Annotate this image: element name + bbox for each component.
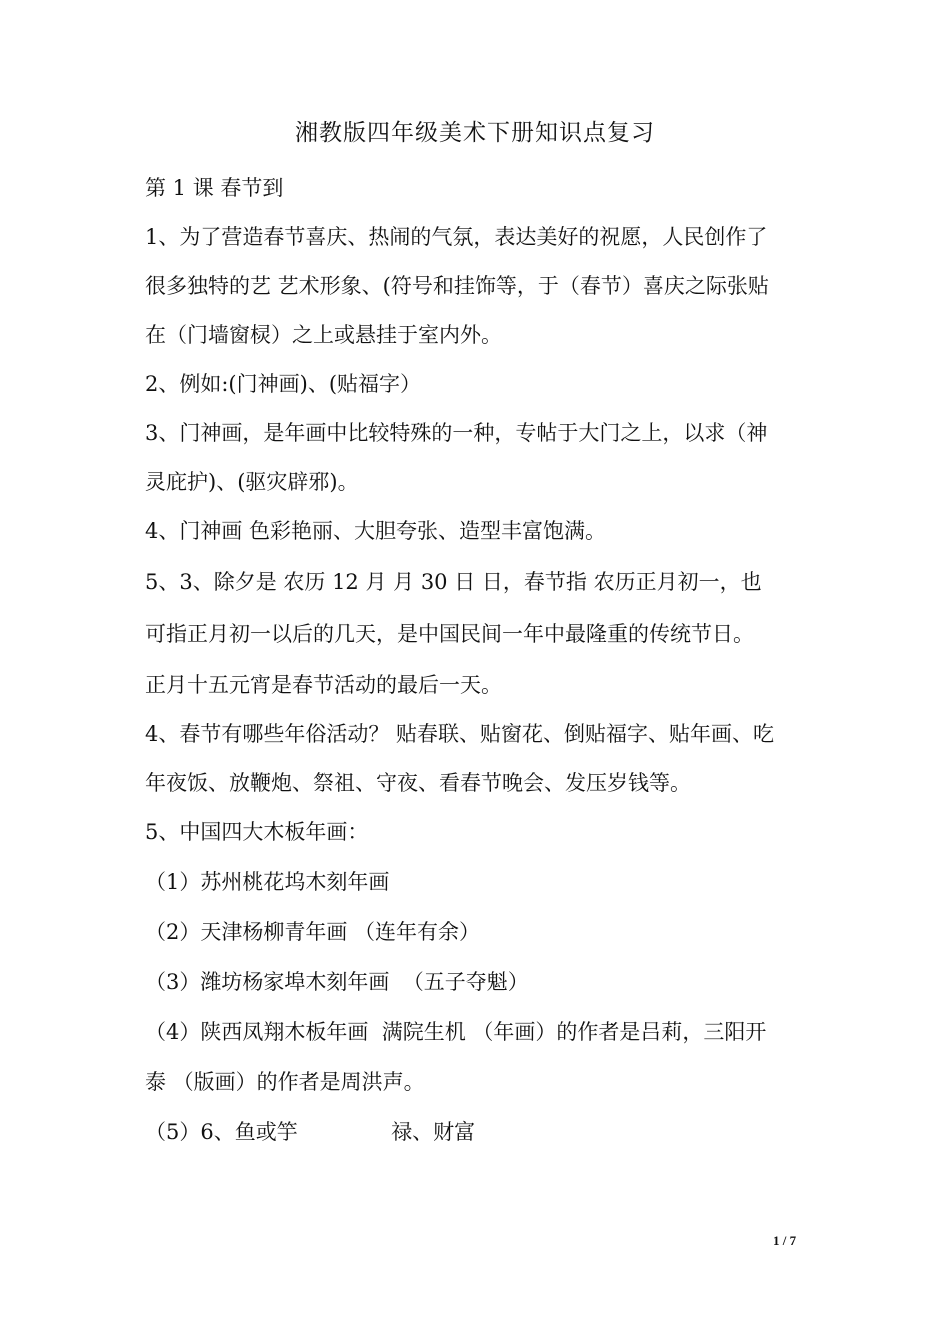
paragraph-line: 4、春节有哪些年俗活动？ 贴春联、贴窗花、倒贴福字、贴年画、吃 <box>145 722 775 746</box>
paragraph-line: 很多独特的艺 艺术形象、(符号和挂饰等，于（春节）喜庆之际张贴 <box>145 274 769 298</box>
page-number: 1 / 7 <box>773 1233 797 1248</box>
paragraph-line: 2、例如:(门神画)、(贴福字） <box>145 372 422 396</box>
list-item: （1）苏州桃花坞木刻年画 <box>145 870 390 894</box>
paragraph-line: 可指正月初一以后的几天，是中国民间一年中最隆重的传统节日。 <box>145 622 754 646</box>
paragraph-line: 灵庇护)、(驱灾辟邪)。 <box>145 470 359 494</box>
list-item: （5）6、鱼或竽 禄、财富 <box>145 1120 476 1144</box>
list-item: （2）天津杨柳青年画 （连年有余） <box>145 920 481 944</box>
paragraph-line: 在（门墙窗棂）之上或悬挂于室内外。 <box>145 323 502 347</box>
list-item: 泰 （版画）的作者是周洪声。 <box>145 1070 425 1094</box>
list-item: （3）潍坊杨家埠木刻年画 （五子夺魁） <box>145 970 529 994</box>
paragraph-line: 5、中国四大木板年画： <box>145 820 369 844</box>
paragraph-line: 3、门神画，是年画中比较特殊的一种，专帖于大门之上，以求（神 <box>145 421 768 445</box>
paragraph-line: 1、为了营造春节喜庆、热闹的气氛，表达美好的祝愿，人民创作了 <box>145 225 768 249</box>
paragraph-line: 年夜饭、放鞭炮、祭祖、守夜、看春节晚会、发压岁钱等。 <box>145 771 691 795</box>
paragraph-line: 正月十五元宵是春节活动的最后一天。 <box>145 673 502 697</box>
paragraph-line: 4、门神画 色彩艳丽、大胆夸张、造型丰富饱满。 <box>145 519 607 543</box>
list-item: （4）陕西凤翔木板年画 满院生机 （年画）的作者是吕莉，三阳开 <box>145 1020 767 1044</box>
lesson-heading: 第 1 课 春节到 <box>145 176 284 200</box>
paragraph-line: 5、3、除夕是 农历 12 月 月 30 日 日，春节指 农历正月初一，也 <box>145 570 762 594</box>
page-title: 湘教版四年级美术下册知识点复习 <box>295 120 655 146</box>
